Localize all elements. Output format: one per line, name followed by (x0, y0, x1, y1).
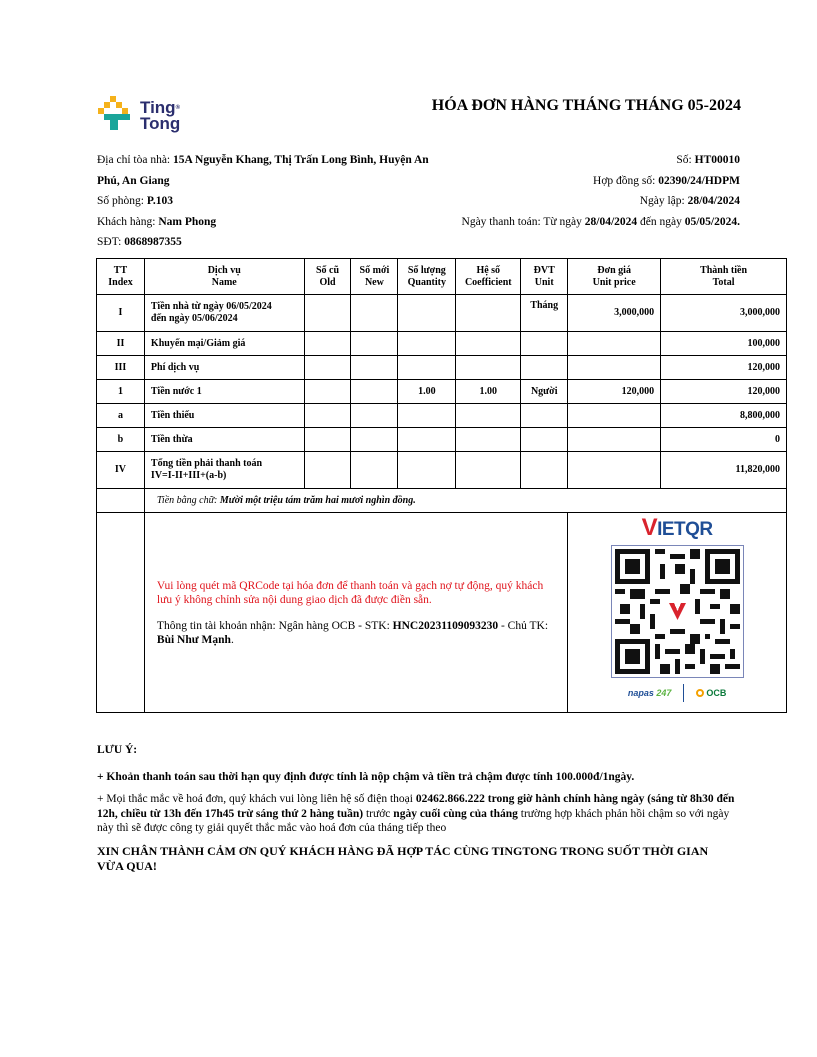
notes-heading: LƯU Ý: (97, 744, 138, 756)
issue-date: Ngày lập: 28/04/2024 (639, 195, 740, 207)
table-row: a Tiền thiếu 8,800,000 (97, 404, 787, 428)
vietqr-block (574, 513, 780, 702)
customer-phone: SĐT: 0868987355 (97, 236, 182, 248)
contract-number: Hợp đồng số: 02390/24/HDPM (593, 174, 740, 187)
customer-info (97, 150, 442, 253)
customer-name: Khách hàng: Nam Phong (97, 215, 217, 228)
invoice-title: HÓA ĐƠN HÀNG THÁNG THÁNG 05-2024 (431, 97, 741, 114)
col-coefficient: Hệ số Coefficient (456, 259, 521, 295)
payment-instructions (151, 579, 561, 647)
notes-section (97, 743, 737, 874)
thank-you-message: XIN CHÂN THÀNH CẢM ƠN QUÝ KHÁCH HÀNG ĐÃ HỢP TÁC CÙNG TINGTONG TRONG SUỐT THỜI GIAN VỪA QUA! (97, 843, 709, 873)
col-quantity: Số lượng Quantity (398, 259, 456, 295)
late-payment-note: + Khoản thanh toán sau thời hạn quy định được tính là nộp chậm và tiền trả chậm được tính 100.000đ/1ngày. (97, 770, 635, 783)
ocb-logo: OCB (696, 687, 726, 699)
table-row: III Phí dịch vụ 120,000 (97, 356, 787, 380)
napas-logo: napas 247 (627, 688, 672, 698)
invoice-number: Số: HT00010 (676, 154, 740, 166)
tingtong-logo-icon (96, 96, 136, 136)
tingtong-logo (96, 95, 206, 137)
bank-account-info: Thông tin tài khoản nhận: Ngân hàng OCB - STK: HNC20231109093230 - Chủ TK: Bùi Như Mạnh. (156, 619, 549, 646)
table-row-total: IV Tổng tiền phải thanh toán IV=I-II+III+(a-b) 11,820,000 (97, 452, 787, 489)
payment-partners (628, 684, 727, 702)
table-row: b Tiền thừa 0 (97, 428, 787, 452)
building-address: Địa chỉ tòa nhà: 15A Nguyễn Khang, Thị Trấn Long Bình, Huyện An Phú, An Giang (97, 154, 429, 187)
logo-text: Ting® Tong (140, 98, 181, 133)
col-name: Dịch vụ Name (144, 259, 304, 295)
table-row: II Khuyến mại/Giảm giá 100,000 (97, 332, 787, 356)
contact-note: + Mọi thắc mắc về hoá đơn, quý khách vui lòng liên hệ số điện thoại 02462.866.222 trong giờ hành chính hàng ngày (sáng từ 8h30 đến 12h, chiều từ 13h đến 17h45 trừ sáng thứ 2 hàng tuần) trước ngày cuối cùng của tháng trường hợp khách phản hồi chậm so với ngày này thì sẽ được công ty giải quyết thắc mắc vào hoá đơn của tháng tiếp theo (97, 793, 735, 834)
table-header-row (97, 259, 787, 295)
col-unit-price: Đơn giá Unit price (568, 259, 661, 295)
col-index: TT Index (97, 259, 145, 295)
col-total: Thành tiền Total (661, 259, 787, 295)
col-unit: ĐVT Unit (521, 259, 568, 295)
col-old: Số cũ Old (304, 259, 351, 295)
payment-row (97, 513, 787, 713)
room-number: Số phòng: P.103 (97, 195, 173, 207)
amount-in-words-row: Tiền bằng chữ: Mười một triệu tám trăm hai mươi nghìn đồng. (97, 489, 787, 513)
payment-period: Ngày thanh toán: Từ ngày 28/04/2024 đến ngày 05/05/2024. (461, 215, 740, 228)
vietqr-logo: VIETQR (641, 514, 713, 541)
invoice-table (96, 258, 787, 713)
divider (683, 684, 684, 702)
invoice-meta (462, 150, 740, 232)
table-row: I Tiền nhà từ ngày 06/05/2024 đến ngày 05/06/2024 Tháng 3,000,000 3,000,000 (97, 295, 787, 332)
qr-notice: Vui lòng quét mã QRCode tại hóa đơn để thanh toán và gạch nợ tự động, quý khách lưu ý không chỉnh sửa nội dung giao dịch đã được điền sẵn. (156, 579, 544, 606)
table-row: 1 Tiền nước 1 1.00 1.00 Người 120,000 120,000 (97, 380, 787, 404)
qr-code-icon (615, 549, 740, 674)
col-new: Số mới New (351, 259, 398, 295)
ocb-icon (696, 689, 704, 697)
payment-qr-code[interactable] (611, 545, 744, 678)
